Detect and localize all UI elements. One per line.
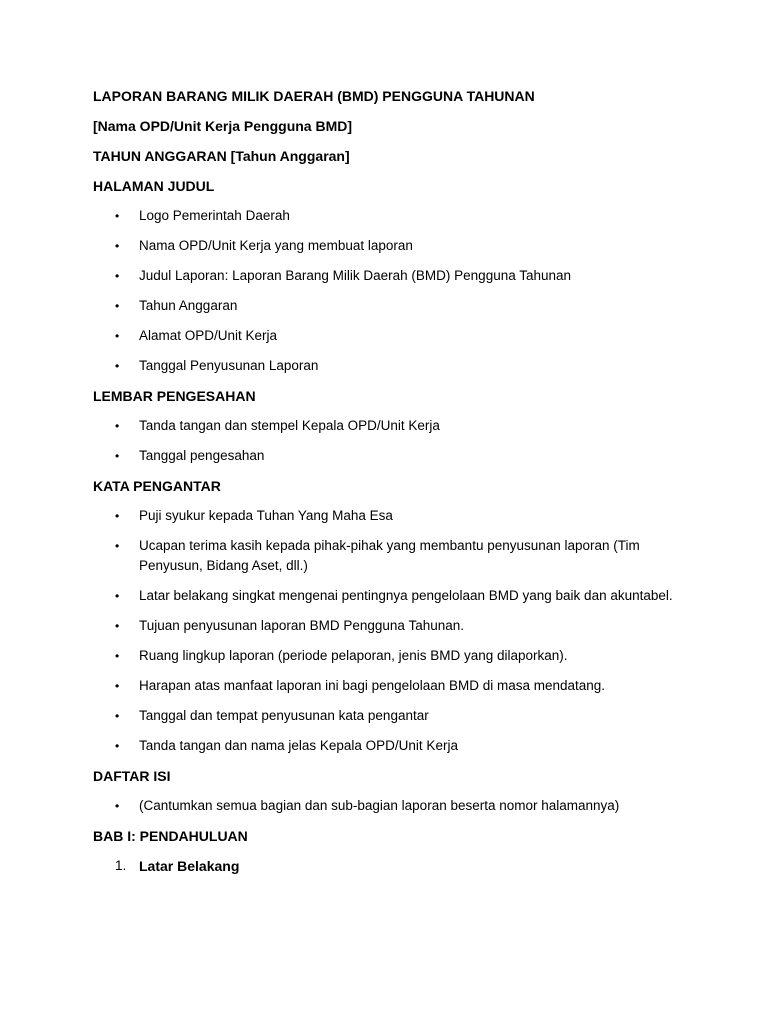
- list-item-text: Tanggal Penyusunan Laporan: [139, 358, 319, 373]
- list-item-text: (Cantumkan semua bagian dan sub-bagian laporan beserta nomor halamannya): [139, 798, 620, 813]
- bullet-icon: •: [115, 799, 120, 813]
- list-lembar-pengesahan: [93, 416, 683, 466]
- list-item: [93, 236, 683, 256]
- list-item-text: Tanda tangan dan nama jelas Kepala OPD/Unit Kerja: [139, 738, 458, 753]
- list-number: 1.: [115, 858, 127, 873]
- list-item: [93, 586, 683, 606]
- list-item-text: Tahun Anggaran: [139, 298, 238, 313]
- bullet-icon: •: [115, 539, 120, 553]
- bullet-icon: •: [115, 419, 120, 433]
- bullet-icon: •: [115, 329, 120, 343]
- list-item: [93, 266, 683, 286]
- list-item-text: Tanda tangan dan stempel Kepala OPD/Unit Kerja: [139, 418, 440, 433]
- document-opd-name: [Nama OPD/Unit Kerja Pengguna BMD]: [93, 118, 353, 134]
- list-item-text: Judul Laporan: Laporan Barang Milik Daerah (BMD) Pengguna Tahunan: [139, 268, 572, 283]
- bullet-icon: •: [115, 509, 120, 523]
- numbered-item-latar-belakang: [93, 856, 683, 876]
- list-item-text: Alamat OPD/Unit Kerja: [139, 328, 278, 343]
- list-item: [93, 676, 683, 696]
- list-item: [93, 326, 683, 346]
- list-item: [93, 706, 683, 726]
- list-item-text: Logo Pemerintah Daerah: [139, 208, 290, 223]
- list-item-text: Harapan atas manfaat laporan ini bagi pengelolaan BMD di masa mendatang.: [139, 678, 606, 693]
- list-item-text: Ruang lingkup laporan (periode pelaporan, jenis BMD yang dilaporkan).: [139, 648, 568, 663]
- list-item-text: Tujuan penyusunan laporan BMD Pengguna Tahunan.: [139, 618, 464, 633]
- list-item-text: Latar belakang singkat mengenai pentingnya pengelolaan BMD yang baik dan akuntabel.: [139, 588, 673, 603]
- list-item-text: Tanggal dan tempat penyusunan kata pengantar: [139, 708, 429, 723]
- list-kata-pengantar: [93, 506, 683, 756]
- section-heading-halaman-judul: HALAMAN JUDUL: [93, 178, 215, 194]
- document-body: [93, 86, 683, 876]
- bullet-icon: •: [115, 619, 120, 633]
- list-item: [93, 506, 683, 526]
- list-halaman-judul: [93, 206, 683, 376]
- section-heading-bab-1: BAB I: PENDAHULUAN: [93, 828, 248, 844]
- document-fiscal-year: TAHUN ANGGARAN [Tahun Anggaran]: [93, 148, 350, 164]
- list-item: [93, 736, 683, 756]
- list-item-text: Tanggal pengesahan: [139, 448, 265, 463]
- bullet-icon: •: [115, 739, 120, 753]
- bullet-icon: •: [115, 679, 120, 693]
- bullet-icon: •: [115, 449, 120, 463]
- list-item-text: Nama OPD/Unit Kerja yang membuat laporan: [139, 238, 413, 253]
- bullet-icon: •: [115, 209, 120, 223]
- list-item: [93, 296, 683, 316]
- section-heading-daftar-isi: DAFTAR ISI: [93, 768, 171, 784]
- section-heading-kata-pengantar: KATA PENGANTAR: [93, 478, 221, 494]
- bullet-icon: •: [115, 239, 120, 253]
- bullet-icon: •: [115, 269, 120, 283]
- subsection-heading: Latar Belakang: [139, 858, 240, 874]
- list-item: [93, 206, 683, 226]
- bullet-icon: •: [115, 299, 120, 313]
- list-item: [93, 616, 683, 636]
- list-item: [93, 416, 683, 436]
- list-daftar-isi: [93, 796, 683, 816]
- list-item: [93, 536, 683, 576]
- bullet-icon: •: [115, 589, 120, 603]
- section-heading-lembar-pengesahan: LEMBAR PENGESAHAN: [93, 388, 256, 404]
- numbered-list-bab-1: [93, 856, 683, 876]
- list-item: [93, 446, 683, 466]
- list-item: [93, 356, 683, 376]
- bullet-icon: •: [115, 359, 120, 373]
- list-item: [93, 646, 683, 666]
- document-title: LAPORAN BARANG MILIK DAERAH (BMD) PENGGUNA TAHUNAN: [93, 88, 535, 104]
- bullet-icon: •: [115, 709, 120, 723]
- list-item: [93, 796, 683, 816]
- bullet-icon: •: [115, 649, 120, 663]
- list-item-text: Puji syukur kepada Tuhan Yang Maha Esa: [139, 508, 393, 523]
- list-item-text: Ucapan terima kasih kepada pihak-pihak yang membantu penyusunan laporan (Tim Penyusun, Bidang Aset, dll.): [139, 538, 640, 573]
